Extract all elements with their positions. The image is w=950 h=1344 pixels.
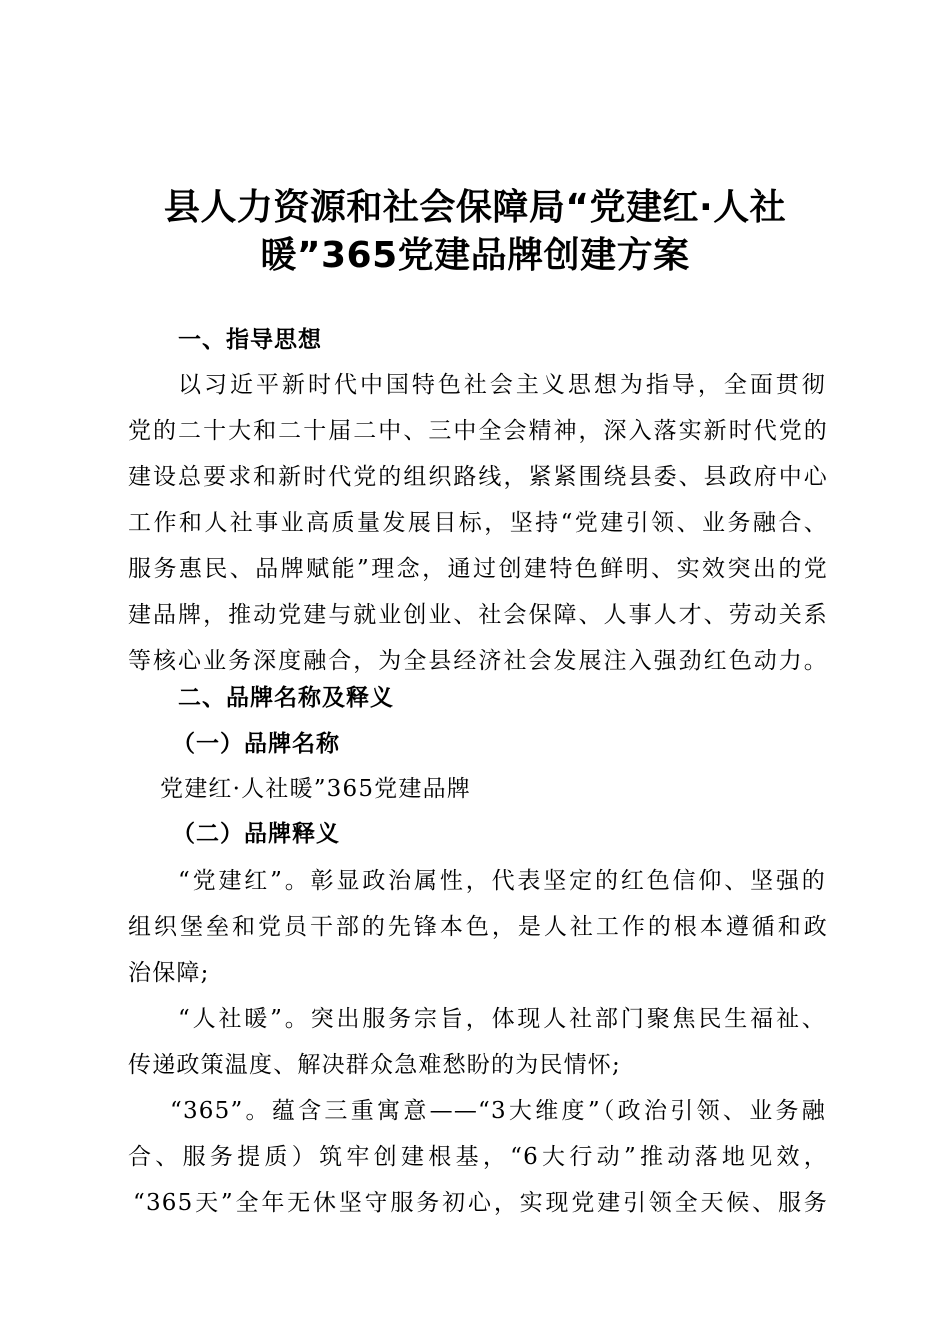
paragraph-line: 治保障; (128, 960, 210, 986)
document-title (120, 184, 830, 280)
title-line-2: 暖”365党建品牌创建方案 (260, 235, 690, 276)
paragraph-line: 党的二十大和二十届二中、三中全会精神，深入落实新时代党的 (128, 418, 828, 444)
brand-name-text: 党建红·人社暖”365党建品牌 (160, 776, 471, 802)
title-line-1: 县人力资源和社会保障局“党建红·人社 (163, 187, 787, 228)
paragraph-line: “党建红”。彰显政治属性，代表坚定的红色信仰、坚强的 (178, 868, 826, 894)
paragraph-line: 建设总要求和新时代党的组织路线，紧紧围绕县委、县政府中心 (128, 464, 828, 490)
paragraph-line: 等核心业务深度融合，为全县经济社会发展注入强劲红色动力。 (128, 648, 828, 674)
paragraph-line: 工作和人社事业高质量发展目标，坚持“党建引领、业务融合、 (128, 510, 828, 536)
paragraph-line: “365天”全年无休坚守服务初心，实现党建引领全天候、服务 (133, 1190, 828, 1216)
section-heading-brand-name: 二、品牌名称及释义 (178, 685, 394, 711)
paragraph-line: 服务惠民、品牌赋能”理念，通过创建特色鲜明、实效突出的党 (128, 556, 828, 582)
paragraph-line: “人社暖”。突出服务宗旨，体现人社部门聚焦民生福祉、 (178, 1006, 826, 1032)
subsection-heading-brand-name: （一）品牌名称 (172, 731, 340, 757)
paragraph-line: 合、服务提质）筑牢创建根基，“6大行动”推动落地见效， (128, 1144, 828, 1170)
paragraph-line: “365”。蕴含三重寓意——“3大维度”（政治引领、业务融 (170, 1098, 826, 1124)
subsection-heading-brand-meaning: （二）品牌释义 (172, 821, 340, 847)
paragraph-line: 以习近平新时代中国特色社会主义思想为指导，全面贯彻 (178, 372, 826, 398)
paragraph-line: 组织堡垒和党员干部的先锋本色，是人社工作的根本遵循和政 (128, 914, 828, 940)
paragraph-line: 建品牌，推动党建与就业创业、社会保障、人事人才、劳动关系 (128, 602, 828, 628)
paragraph-line: 传递政策温度、解决群众急难愁盼的为民情怀; (128, 1052, 621, 1078)
section-heading-guiding-ideology: 一、指导思想 (178, 327, 322, 353)
